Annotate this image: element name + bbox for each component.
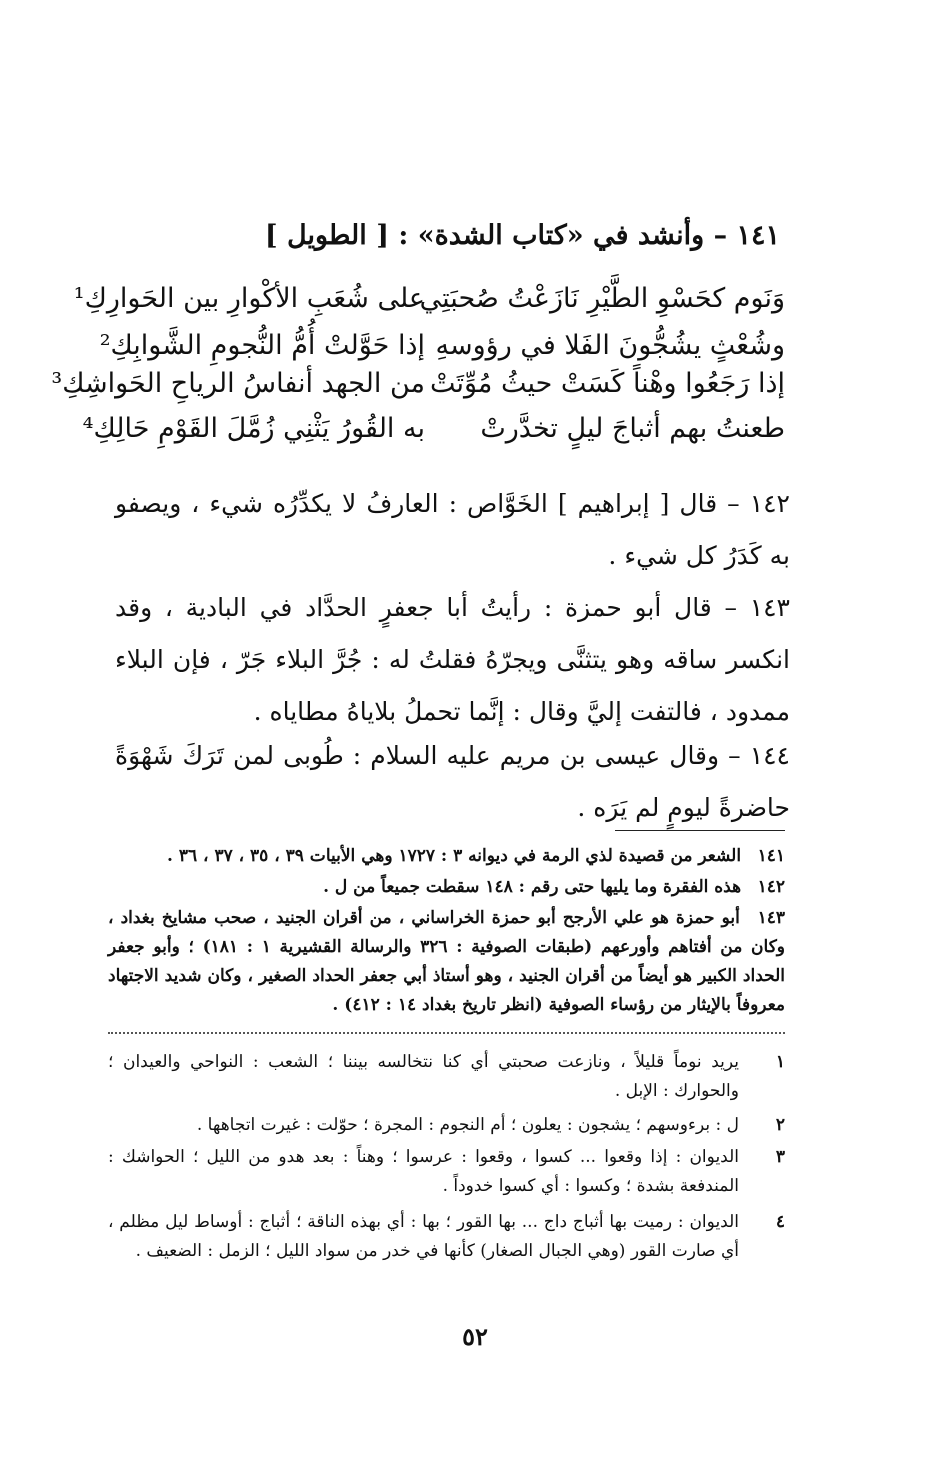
verse-line-3 — [51, 368, 785, 418]
verse-line-4 — [82, 413, 785, 463]
entry-142-paragraph: ١٤٢ – قال [ إبراهيم ] الخَوَّاص : العارفُ لا يكدِّرُه شيء ، ويصفو به كَدَرُ كل شيء . — [115, 489, 790, 570]
footnote-142 — [108, 873, 785, 902]
verse-note-1 — [108, 1048, 785, 1106]
verse-2-second-hemistich: إذا حَوَّلتْ أُمُّ النُّجومِ الشَّوابِكِ² — [99, 330, 425, 361]
note-number: ٣ — [775, 1147, 785, 1167]
note-text: الديوان : إذا وقعوا ... كسوا ، وقعوا : عرسوا ؛ وهناً : بعد هدو من الليل ؛ الحواشك : المندفعة بشدة ؛ وكسوا : أي كسوا خدوداً . — [108, 1147, 739, 1196]
footnote-text: أبو حمزة هو علي الأرجح أبو حمزة الخراساني ، من أقران الجنيد ، صحب مشايخ بغداد ، وكان من أفتاهم وأورعهم (طبقات الصوفية : ٣٢٦ والرسالة القشيرية ١ : ١٨١) ؛ وأبو جعفر الحداد الكبير هو أيضاً من أقران الجنيد ، وهو أستاذ أبي جعفر الحداد الصغير ، وكان شديد الاجتهاد معروفاً بالإيثار من رؤساء الصوفية (انظر تاريخ بغداد ١٤ : ٤١٢) . — [108, 908, 785, 1015]
verse-note-2 — [108, 1111, 785, 1140]
footnote-141 — [108, 842, 785, 871]
note-number: ١ — [775, 1052, 785, 1072]
page-number: ٥٢ — [462, 1322, 488, 1351]
verse-note-4 — [108, 1208, 785, 1266]
verse-1-second-hemistich: على شُعَبِ الأكْوارِ بين الحَوارِكِ¹ — [73, 283, 425, 314]
footnote-separator — [615, 830, 785, 831]
note-text: ل : برءوسهم ؛ يشجون : يعلون ؛ أم النجوم : المجرة ؛ حوّلت : غيرت اتجاهها . — [196, 1115, 739, 1135]
footnote-number: ١٤٢ — [757, 877, 785, 897]
verse-4-first-hemistich: طعنتُ بهم أثباجَ ليلٍ تخدَّرتْ — [480, 413, 785, 444]
footnote-number: ١٤٣ — [757, 908, 785, 928]
verse-note-3 — [108, 1143, 785, 1201]
verse-4-second-hemistich: به القُورُ يَثْنِي زُمَّلَ القَوْمِ حَالِكِ⁴ — [82, 413, 425, 444]
verse-3-second-hemistich: من الجهد أنفاسُ الرياحِ الحَواشِكِ³ — [51, 368, 425, 399]
footnote-text: هذه الفقرة وما يليها حتى رقم : ١٤٨ سقطت جميعاً من ل . — [323, 877, 742, 897]
verse-3-first-hemistich: إذا رَجَعُوا وهْناً كَسَتْ حيثُ مُوِّتَتْ — [429, 368, 785, 399]
note-number: ٢ — [775, 1115, 785, 1135]
verse-line-1 — [73, 283, 785, 333]
footnote-text: الشعر من قصيدة لذي الرمة في ديوانه ٣ : ١٧٢٧ وهي الأبيات ٣٩ ، ٣٥ ، ٣٧ ، ٣٦ . — [167, 846, 742, 866]
entry-141-heading: ١٤١ – وأنشد في «كتاب الشدة» : [ الطويل ] — [264, 220, 780, 251]
footnote-number: ١٤١ — [757, 846, 785, 866]
verse-1-first-hemistich: وَنَوم كحَسْوِ الطَّيْرِ نَازَعْتُ صُحبَتِي — [419, 283, 785, 314]
verse-2-first-hemistich: وشُعْثٍ يشُجُّونَ الفَلا في رؤوسهِ — [435, 330, 785, 361]
notes-separator — [108, 1032, 785, 1034]
footnote-143 — [108, 904, 785, 1020]
note-text: يريد نوماً قليلاً ، ونازعت صحبتي أي كنا نتخالسه بيننا ؛ الشعب : النواحي والعيدان ؛ والحوارك : الإبل . — [108, 1052, 739, 1101]
note-number: ٤ — [775, 1212, 785, 1232]
entry-143-paragraph: ١٤٣ – قال أبو حمزة : رأيتُ أبا جعفرٍ الحدَّاد في البادية ، وقد انكسر ساقه وهو يتثنَّى ويجرّهُ فقلتُ له : جُرَّ البلاء جَرّ ، فإن البلاء ممدود ، فالتفت إليَّ وقال : إنَّما تحملُ بلاياهُ مطاياه . — [115, 593, 790, 726]
note-text: الديوان : رميت بها أثباج داج ... بها القور ؛ بها : أي بهذه الناقة ؛ أثباج : أوساط ليل مظلم ، أي صارت القور (وهي الجبال الصغار) كأنها في خدر من سواد الليل ؛ الزمل : الضعيف . — [108, 1212, 739, 1261]
entry-144-paragraph: ١٤٤ – وقال عيسى بن مريم عليه السلام : طُوبى لمن تَرَكَ شَهْوَةً حاضرةً ليومٍ لم يَرَه . — [115, 741, 790, 822]
